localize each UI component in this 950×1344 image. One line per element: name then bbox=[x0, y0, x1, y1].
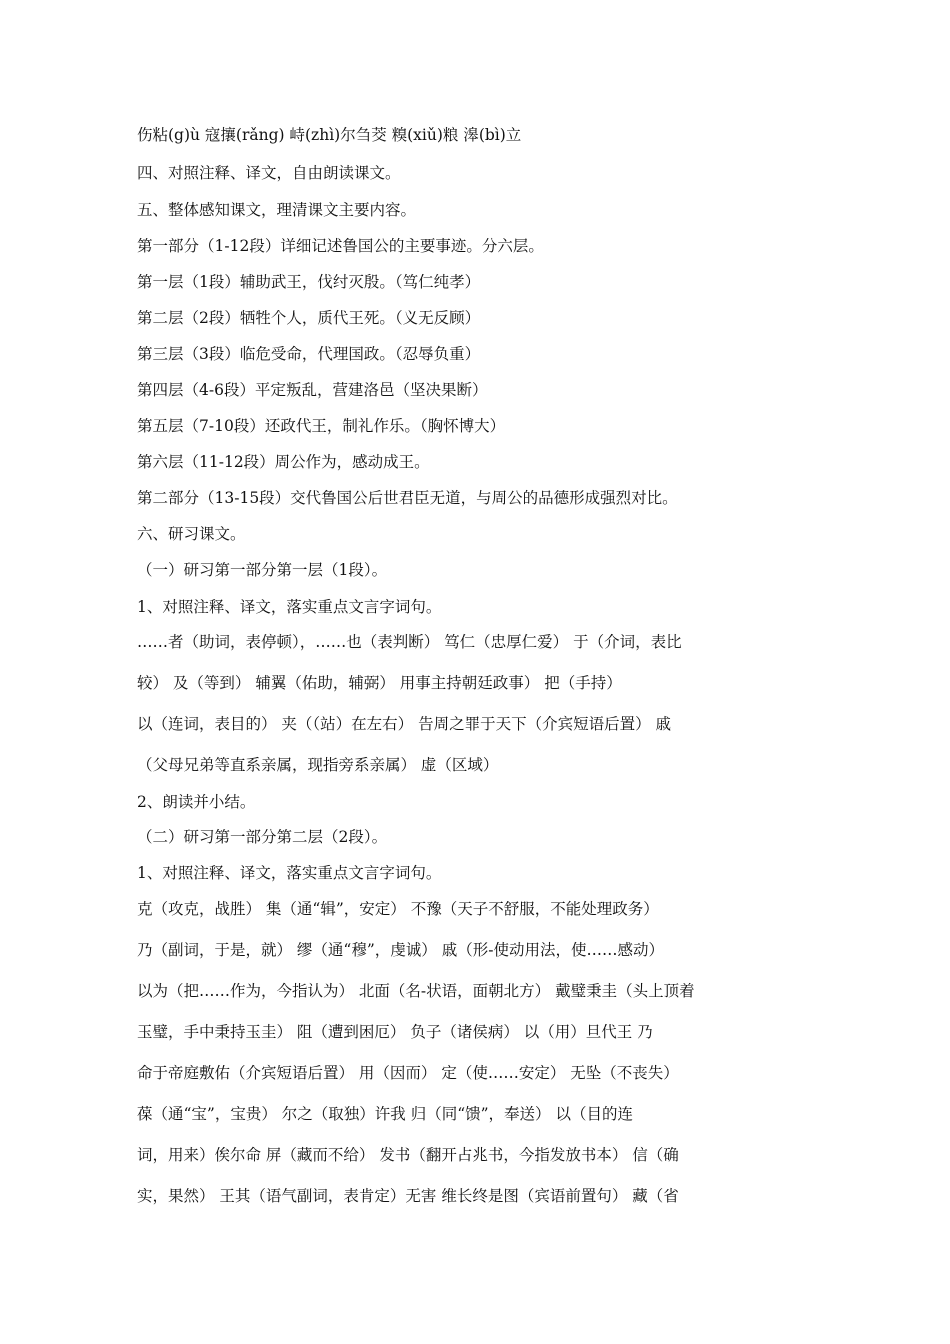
vocab-line: 较） 及（等到） 辅翼（佑助，辅弼） 用事主持朝廷政事） 把（手持） bbox=[137, 674, 622, 692]
pronunciation-line: 伤粘(g)ù 寇攘(rǎng) 峙(zhì)尔刍茭 糗(xiǔ)粮 滜(bì)立 bbox=[137, 126, 522, 144]
section-1-task-1: 1、对照注释、译文，落实重点文言字词句。 bbox=[137, 598, 442, 616]
layer-1-summary: 第一层（1段）辅助武王，伐纣灭殷。（笃仁纯孝） bbox=[137, 273, 481, 291]
vocab-line: 词，用来）俟尔命 屏（藏而不给） 发书（翻开占兆书，今指发放书本） 信（确 bbox=[137, 1146, 679, 1164]
layer-6-summary: 第六层（11-12段）周公作为，感动成王。 bbox=[137, 453, 430, 471]
vocab-line: ……者（助词，表停顿），……也（表判断） 笃仁（忠厚仁爱） 于（介词，表比 bbox=[137, 633, 682, 651]
section-2-task-1: 1、对照注释、译文，落实重点文言字词句。 bbox=[137, 864, 442, 882]
section-1-heading: （一）研习第一部分第一层（1段）。 bbox=[137, 561, 388, 579]
part-1-summary: 第一部分（1-12段）详细记述鲁国公的主要事迹。分六层。 bbox=[137, 237, 544, 255]
vocab-line: 玉璧，手中秉持玉圭） 阻（遭到困厄） 负子（诸侯病） 以（用）旦代王 乃 bbox=[137, 1023, 653, 1041]
section-1-task-2: 2、朗读并小结。 bbox=[137, 793, 256, 811]
vocab-line: 乃（副词，于是，就） 缪（通“穆”，虔诚） 戚（形-使动用法，使……感动） bbox=[137, 941, 664, 959]
section-2-heading: （二）研习第一部分第二层（2段）。 bbox=[137, 828, 388, 846]
vocab-line: 以为（把……作为，今指认为） 北面（名-状语，面朝北方） 戴璧秉圭（头上顶着 bbox=[137, 982, 695, 1000]
layer-4-summary: 第四层（4-6段）平定叛乱，营建洛邑（坚决果断） bbox=[137, 381, 488, 399]
layer-5-summary: 第五层（7-10段）还政代王，制礼作乐。（胸怀博大） bbox=[137, 417, 506, 435]
layer-3-summary: 第三层（3段）临危受命，代理国政。（忍辱负重） bbox=[137, 345, 481, 363]
vocab-line: 实，果然） 王其（语气副词，表肯定）无害 维长终是图（宾语前置句） 藏（省 bbox=[137, 1187, 679, 1205]
vocab-line: 克（攻克，战胜） 集（通“辑”，安定） 不豫（天子不舒服，不能处理政务） bbox=[137, 900, 659, 918]
vocab-line: 以（连词，表目的） 夹（（站）在左右） 告周之罪于天下（介宾短语后置） 戚 bbox=[137, 715, 672, 733]
step-6-heading: 六、研习课文。 bbox=[137, 525, 246, 543]
step-4-heading: 四、对照注释、译文，自由朗读课文。 bbox=[137, 164, 401, 182]
step-5-heading: 五、整体感知课文，理清课文主要内容。 bbox=[137, 201, 417, 219]
vocab-line: （父母兄弟等直系亲属，现指旁系亲属） 虚（区域） bbox=[137, 756, 499, 774]
vocab-line: 命于帝庭敷佑（介宾短语后置） 用（因而） 定（使……安定） 无坠（不丧失） bbox=[137, 1064, 679, 1082]
part-2-summary: 第二部分（13-15段）交代鲁国公后世君臣无道，与周公的品德形成强烈对比。 bbox=[137, 489, 678, 507]
vocab-line: 葆（通“宝”，宝贵） 尔之（取独）许我 归（同“馈”，奉送） 以（目的连 bbox=[137, 1105, 633, 1123]
layer-2-summary: 第二层（2段）牺牲个人，质代王死。（义无反顾） bbox=[137, 309, 481, 327]
